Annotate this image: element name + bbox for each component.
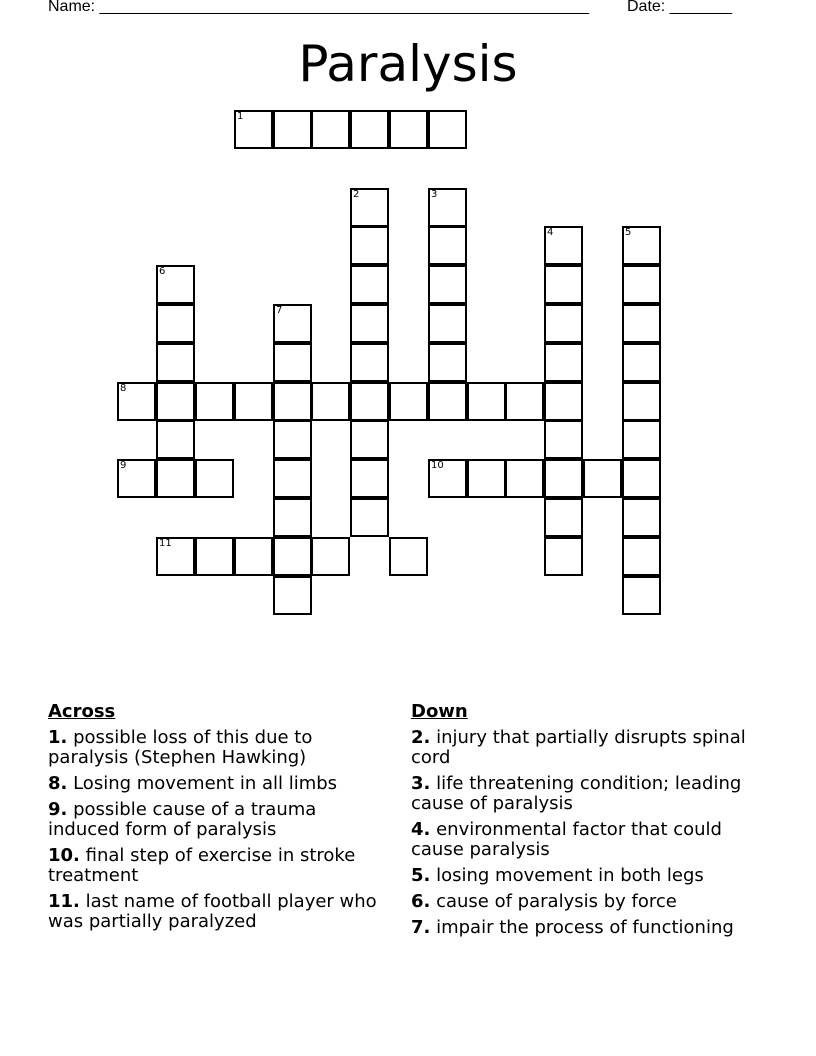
clue-number: 11 bbox=[159, 538, 172, 549]
clue-number-label: 8. bbox=[48, 773, 68, 794]
grid-cell[interactable] bbox=[195, 537, 234, 576]
clue-text: Losing movement in all limbs bbox=[67, 773, 338, 794]
grid-cell[interactable] bbox=[350, 226, 389, 265]
grid-cell[interactable] bbox=[350, 382, 389, 421]
down-clue bbox=[411, 866, 761, 886]
across-clue bbox=[48, 800, 393, 840]
down-clue bbox=[411, 728, 761, 768]
clue-text: losing movement in both legs bbox=[430, 865, 704, 886]
grid-cell[interactable] bbox=[389, 537, 428, 576]
grid-cell[interactable] bbox=[622, 498, 661, 537]
clue-text: final step of exercise in stroke treatment bbox=[48, 845, 356, 886]
clue-number-label: 9. bbox=[48, 799, 68, 820]
grid-cell[interactable] bbox=[544, 459, 583, 498]
grid-cell[interactable] bbox=[234, 382, 273, 421]
across-clue bbox=[48, 892, 393, 932]
down-clue-list bbox=[411, 728, 761, 938]
down-clue bbox=[411, 774, 761, 814]
across-clues bbox=[48, 700, 393, 938]
grid-cell[interactable] bbox=[234, 537, 273, 576]
grid-cell[interactable] bbox=[467, 459, 506, 498]
clue-number: 10 bbox=[431, 460, 444, 471]
grid-cell[interactable] bbox=[544, 226, 583, 265]
grid-cell[interactable] bbox=[195, 382, 234, 421]
clue-number: 2 bbox=[353, 189, 360, 200]
clue-text: impair the process of functioning bbox=[430, 917, 734, 938]
date-field-label: Date: _______ bbox=[627, 0, 732, 15]
clue-text: life threatening condition; leading cause of paralysis bbox=[411, 773, 742, 814]
grid-cell[interactable] bbox=[622, 459, 661, 498]
clue-number-label: 3. bbox=[411, 773, 431, 794]
grid-cell[interactable] bbox=[273, 537, 312, 576]
grid-cell[interactable] bbox=[273, 110, 312, 149]
down-clue bbox=[411, 892, 761, 912]
grid-cell[interactable] bbox=[350, 420, 389, 459]
grid-cell[interactable] bbox=[544, 382, 583, 421]
across-clue bbox=[48, 774, 393, 794]
grid-cell[interactable] bbox=[195, 459, 234, 498]
clue-number-label: 4. bbox=[411, 819, 431, 840]
clue-number-label: 10. bbox=[48, 845, 80, 866]
grid-cell[interactable] bbox=[156, 459, 195, 498]
clue-number-label: 6. bbox=[411, 891, 431, 912]
clue-number: 4 bbox=[547, 227, 554, 238]
grid-cell[interactable] bbox=[156, 265, 195, 304]
clue-text: environmental factor that could cause paralysis bbox=[411, 819, 722, 860]
grid-cell[interactable] bbox=[544, 343, 583, 382]
grid-cell[interactable] bbox=[428, 226, 467, 265]
grid-cell[interactable] bbox=[544, 265, 583, 304]
grid-cell[interactable] bbox=[428, 304, 467, 343]
grid-cell[interactable] bbox=[156, 382, 195, 421]
grid-cell[interactable] bbox=[350, 188, 389, 227]
grid-cell[interactable] bbox=[156, 343, 195, 382]
grid-cell[interactable] bbox=[273, 576, 312, 615]
grid-cell[interactable] bbox=[544, 498, 583, 537]
grid-cell[interactable] bbox=[156, 304, 195, 343]
grid-cell[interactable] bbox=[622, 226, 661, 265]
clue-number: 3 bbox=[431, 189, 438, 200]
across-clue-list bbox=[48, 728, 393, 932]
grid-cell[interactable] bbox=[350, 304, 389, 343]
grid-cell[interactable] bbox=[428, 459, 467, 498]
across-clue bbox=[48, 728, 393, 768]
grid-cell[interactable] bbox=[428, 382, 467, 421]
grid-cell[interactable] bbox=[273, 459, 312, 498]
grid-cell[interactable] bbox=[389, 382, 428, 421]
grid-cell[interactable] bbox=[505, 382, 544, 421]
down-clue bbox=[411, 820, 761, 860]
grid-cell[interactable] bbox=[622, 420, 661, 459]
grid-cell[interactable] bbox=[156, 420, 195, 459]
clue-number: 6 bbox=[159, 266, 166, 277]
grid-cell[interactable] bbox=[117, 459, 156, 498]
grid-cell[interactable] bbox=[544, 304, 583, 343]
grid-cell[interactable] bbox=[273, 304, 312, 343]
grid-cell[interactable] bbox=[544, 537, 583, 576]
grid-cell[interactable] bbox=[234, 110, 273, 149]
clue-number-label: 2. bbox=[411, 727, 431, 748]
clue-number-label: 7. bbox=[411, 917, 431, 938]
grid-cell[interactable] bbox=[544, 420, 583, 459]
down-clue bbox=[411, 918, 761, 938]
clue-number-label: 1. bbox=[48, 727, 68, 748]
puzzle-title: Paralysis bbox=[298, 35, 518, 93]
grid-cell[interactable] bbox=[622, 537, 661, 576]
grid-cell[interactable] bbox=[311, 110, 350, 149]
down-heading: Down bbox=[411, 701, 468, 722]
grid-cell[interactable] bbox=[428, 110, 467, 149]
clue-number: 5 bbox=[625, 227, 632, 238]
name-field-label: Name: _______________________________________________________ bbox=[48, 0, 589, 15]
down-clues bbox=[411, 700, 761, 944]
grid-cell[interactable] bbox=[467, 382, 506, 421]
grid-cell[interactable] bbox=[311, 537, 350, 576]
grid-cell[interactable] bbox=[117, 382, 156, 421]
grid-cell[interactable] bbox=[505, 459, 544, 498]
grid-cell[interactable] bbox=[350, 498, 389, 537]
grid-cell[interactable] bbox=[622, 265, 661, 304]
grid-cell[interactable] bbox=[350, 343, 389, 382]
grid-cell[interactable] bbox=[389, 110, 428, 149]
clue-text: injury that partially disrupts spinal cord bbox=[411, 727, 746, 768]
grid-cell[interactable] bbox=[311, 382, 350, 421]
clue-number-label: 11. bbox=[48, 891, 80, 912]
grid-cell[interactable] bbox=[156, 537, 195, 576]
grid-cell[interactable] bbox=[350, 265, 389, 304]
clue-text: possible loss of this due to paralysis (Stephen Hawking) bbox=[48, 727, 313, 768]
clue-number-label: 5. bbox=[411, 865, 431, 886]
grid-cell[interactable] bbox=[428, 188, 467, 227]
grid-cell[interactable] bbox=[428, 343, 467, 382]
grid-cell[interactable] bbox=[273, 343, 312, 382]
clue-text: possible cause of a trauma induced form of paralysis bbox=[48, 799, 317, 840]
grid-cell[interactable] bbox=[273, 382, 312, 421]
grid-cell[interactable] bbox=[622, 304, 661, 343]
grid-cell[interactable] bbox=[428, 265, 467, 304]
grid-cell[interactable] bbox=[350, 459, 389, 498]
clue-number: 8 bbox=[120, 383, 127, 394]
across-clue bbox=[48, 846, 393, 886]
grid-cell[interactable] bbox=[622, 343, 661, 382]
clue-text: cause of paralysis by force bbox=[430, 891, 677, 912]
across-heading: Across bbox=[48, 701, 116, 722]
grid-cell[interactable] bbox=[350, 110, 389, 149]
clue-number: 9 bbox=[120, 460, 127, 471]
grid-cell[interactable] bbox=[273, 498, 312, 537]
clue-number: 1 bbox=[237, 111, 244, 122]
grid-cell[interactable] bbox=[273, 420, 312, 459]
grid-cell[interactable] bbox=[583, 459, 622, 498]
grid-cell[interactable] bbox=[622, 576, 661, 615]
clue-text: last name of football player who was partially paralyzed bbox=[48, 891, 377, 932]
clue-number: 7 bbox=[276, 305, 283, 316]
grid-cell[interactable] bbox=[622, 382, 661, 421]
